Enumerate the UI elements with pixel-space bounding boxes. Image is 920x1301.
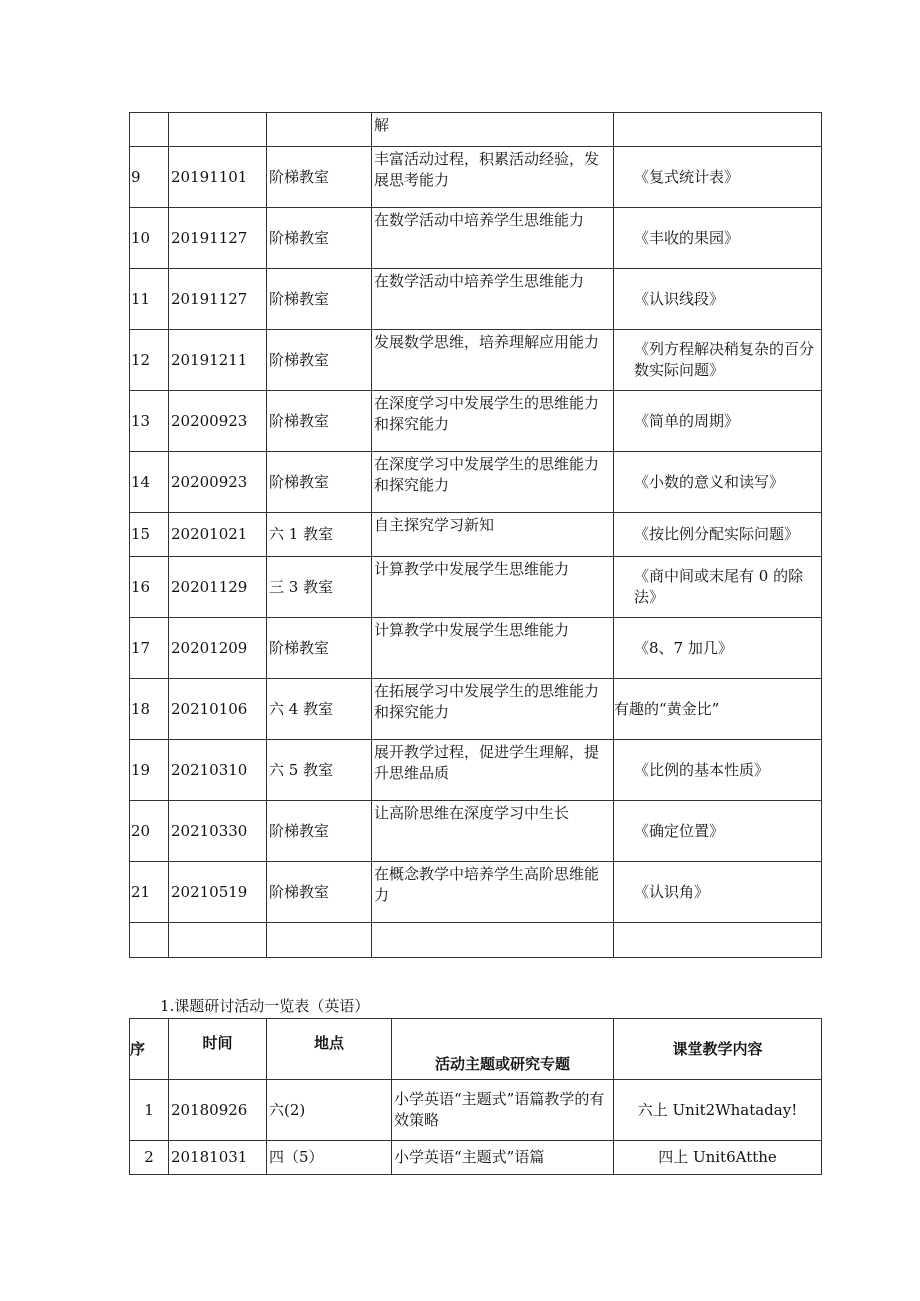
row-topic-cell: 让高阶思维在深度学习中生长 <box>372 801 614 862</box>
row-content-cell: 《确定位置》 <box>614 801 822 862</box>
table-row <box>130 391 822 452</box>
row-number-cell: 16 <box>130 557 169 618</box>
row-date-cell <box>169 113 267 147</box>
row-content-cell: 《8、7 加几》 <box>614 618 822 679</box>
table-row <box>130 208 822 269</box>
table-row <box>130 330 822 391</box>
table-row <box>130 557 822 618</box>
table-row <box>130 452 822 513</box>
row-content-cell: 六上 Unit2Whataday! <box>614 1080 822 1141</box>
row-number-cell: 13 <box>130 391 169 452</box>
table-row <box>130 679 822 740</box>
row-number-cell: 10 <box>130 208 169 269</box>
row-date-cell: 20191101 <box>169 147 267 208</box>
math-table-body <box>130 113 822 958</box>
row-topic-cell: 展开教学过程，促进学生理解，提升思维品质 <box>372 740 614 801</box>
row-place-cell: 阶梯教室 <box>267 147 372 208</box>
row-content-cell: 《比例的基本性质》 <box>614 740 822 801</box>
header-date: 时间 <box>169 1019 267 1080</box>
table-row <box>130 269 822 330</box>
row-date-cell: 20200923 <box>169 452 267 513</box>
row-content-cell: 《简单的周期》 <box>614 391 822 452</box>
row-topic-cell: 计算教学中发展学生思维能力 <box>372 557 614 618</box>
row-topic-cell <box>372 923 614 958</box>
row-topic-cell: 丰富活动过程，积累活动经验，发展思考能力 <box>372 147 614 208</box>
row-content-cell: 《商中间或末尾有 0 的除法》 <box>614 557 822 618</box>
row-topic-cell: 在深度学习中发展学生的思维能力和探究能力 <box>372 452 614 513</box>
row-place-cell <box>267 113 372 147</box>
row-date-cell: 20181031 <box>169 1141 267 1175</box>
row-number-cell: 14 <box>130 452 169 513</box>
row-place-cell: 六 5 教室 <box>267 740 372 801</box>
row-place-cell: 阶梯教室 <box>267 862 372 923</box>
english-table-caption: 1.课题研讨活动一览表（英语） <box>160 997 370 1015</box>
row-place-cell: 阶梯教室 <box>267 618 372 679</box>
row-number-cell: 18 <box>130 679 169 740</box>
table-row <box>130 513 822 557</box>
row-date-cell: 20191127 <box>169 208 267 269</box>
row-topic-cell: 小学英语“主题式”语篇 <box>392 1141 614 1175</box>
table-row <box>130 923 822 958</box>
row-place-cell: 四（5） <box>267 1141 392 1175</box>
table-row <box>130 740 822 801</box>
row-content-cell: 《复式统计表》 <box>614 147 822 208</box>
row-topic-cell: 发展数学思维，培养理解应用能力 <box>372 330 614 391</box>
row-number-cell: 20 <box>130 801 169 862</box>
row-number-cell: 1 <box>130 1080 169 1141</box>
row-content-cell: 《按比例分配实际问题》 <box>614 513 822 557</box>
row-date-cell: 20210330 <box>169 801 267 862</box>
table-row <box>130 1141 822 1175</box>
row-place-cell <box>267 923 372 958</box>
row-content-cell <box>614 923 822 958</box>
row-number-cell: 9 <box>130 147 169 208</box>
row-number-cell: 12 <box>130 330 169 391</box>
row-date-cell: 20210106 <box>169 679 267 740</box>
row-number-cell: 17 <box>130 618 169 679</box>
table-row <box>130 147 822 208</box>
row-date-cell: 20201209 <box>169 618 267 679</box>
row-date-cell: 20200923 <box>169 391 267 452</box>
row-place-cell: 阶梯教室 <box>267 391 372 452</box>
row-topic-cell: 在拓展学习中发展学生的思维能力和探究能力 <box>372 679 614 740</box>
row-date-cell: 20180926 <box>169 1080 267 1141</box>
row-place-cell: 阶梯教室 <box>267 801 372 862</box>
row-number-cell <box>130 113 169 147</box>
row-topic-cell: 自主探究学习新知 <box>372 513 614 557</box>
english-header-row <box>130 1019 822 1080</box>
row-place-cell: 六 1 教室 <box>267 513 372 557</box>
math-activity-table <box>129 112 822 958</box>
header-topic: 活动主题或研究专题 <box>392 1019 614 1080</box>
row-topic-cell: 解 <box>372 113 614 147</box>
row-place-cell: 阶梯教室 <box>267 208 372 269</box>
row-number-cell <box>130 923 169 958</box>
table-row <box>130 1080 822 1141</box>
row-content-cell: 《列方程解决稍复杂的百分数实际问题》 <box>614 330 822 391</box>
row-content-cell: 《小数的意义和读写》 <box>614 452 822 513</box>
row-place-cell: 阶梯教室 <box>267 330 372 391</box>
table-row <box>130 618 822 679</box>
row-topic-cell: 在深度学习中发展学生的思维能力和探究能力 <box>372 391 614 452</box>
row-place-cell: 三 3 教室 <box>267 557 372 618</box>
english-activity-table <box>129 1018 822 1175</box>
row-topic-cell: 在数学活动中培养学生思维能力 <box>372 208 614 269</box>
row-content-cell: 《认识线段》 <box>614 269 822 330</box>
row-place-cell: 阶梯教室 <box>267 269 372 330</box>
row-content-cell: 《丰收的果园》 <box>614 208 822 269</box>
row-number-cell: 21 <box>130 862 169 923</box>
header-num: 序 <box>130 1019 169 1080</box>
row-topic-cell: 计算教学中发展学生思维能力 <box>372 618 614 679</box>
row-content-cell: 有趣的“黄金比” <box>614 679 822 740</box>
row-number-cell: 19 <box>130 740 169 801</box>
header-place: 地点 <box>267 1019 392 1080</box>
row-place-cell: 六 4 教室 <box>267 679 372 740</box>
row-date-cell: 20191211 <box>169 330 267 391</box>
table-row <box>130 801 822 862</box>
row-content-cell: 《认识角》 <box>614 862 822 923</box>
row-content-cell: 四上 Unit6Atthe <box>614 1141 822 1175</box>
row-place-cell: 阶梯教室 <box>267 452 372 513</box>
table-row <box>130 862 822 923</box>
row-topic-cell: 在概念教学中培养学生高阶思维能力 <box>372 862 614 923</box>
row-topic-cell: 在数学活动中培养学生思维能力 <box>372 269 614 330</box>
row-date-cell: 20191127 <box>169 269 267 330</box>
row-place-cell: 六(2) <box>267 1080 392 1141</box>
row-number-cell: 15 <box>130 513 169 557</box>
row-date-cell <box>169 923 267 958</box>
header-content: 课堂教学内容 <box>614 1019 822 1080</box>
row-number-cell: 11 <box>130 269 169 330</box>
row-date-cell: 20201129 <box>169 557 267 618</box>
row-date-cell: 20210519 <box>169 862 267 923</box>
english-table-body <box>130 1080 822 1175</box>
table-row <box>130 113 822 147</box>
row-date-cell: 20210310 <box>169 740 267 801</box>
row-content-cell <box>614 113 822 147</box>
row-number-cell: 2 <box>130 1141 169 1175</box>
row-topic-cell: 小学英语“主题式”语篇教学的有效策略 <box>392 1080 614 1141</box>
row-date-cell: 20201021 <box>169 513 267 557</box>
